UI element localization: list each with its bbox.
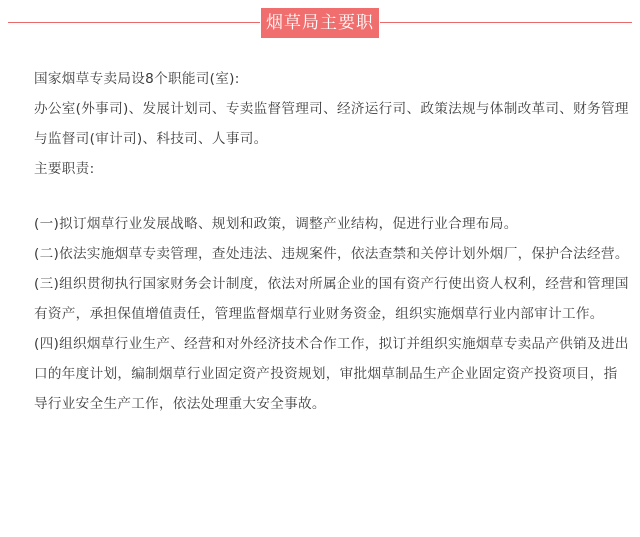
duty-item-3: (三)组织贯彻执行国家财务会计制度，依法对所属企业的国有资产行使出资人权利，经营和管理国有资产，承担保值增值责任，管理监督烟草行业财务资金，组织实施烟草行业内部审计工作。 [34, 276, 629, 322]
intro-text: 国家烟草专卖局设8个职能司(室): [34, 71, 240, 87]
duty-item-4: (四)组织烟草行业生产、经营和对外经济技术合作工作，拟订并组织实施烟草专卖品产供销及进出口的年度计划，编制烟草行业固定资产投资规划，审批烟草制品生产企业固定资产投资项目，指导行业安全生产工作，依法处理重大安全事故。 [34, 336, 629, 412]
section-header [0, 0, 640, 63]
header-divider-left [8, 22, 260, 23]
page-title: 烟草局主要职责 [261, 8, 379, 38]
header-divider-right [380, 22, 632, 23]
duties-heading: 主要职责: [34, 161, 95, 177]
duty-item-1: (一)拟订烟草行业发展战略、规划和政策，调整产业结构，促进行业合理布局。 [34, 216, 518, 232]
departments-text: 办公室(外事司)、发展计划司、专卖监督管理司、经济运行司、政策法规与体制改革司、财务管理与监督司(审计司)、科技司、人事司。 [34, 101, 629, 147]
article-body [34, 64, 630, 419]
paragraph-gap [34, 184, 630, 209]
duty-item-2: (二)依法实施烟草专卖管理，查处违法、违规案件，依法查禁和关停计划外烟厂，保护合法经营。 [34, 246, 629, 262]
